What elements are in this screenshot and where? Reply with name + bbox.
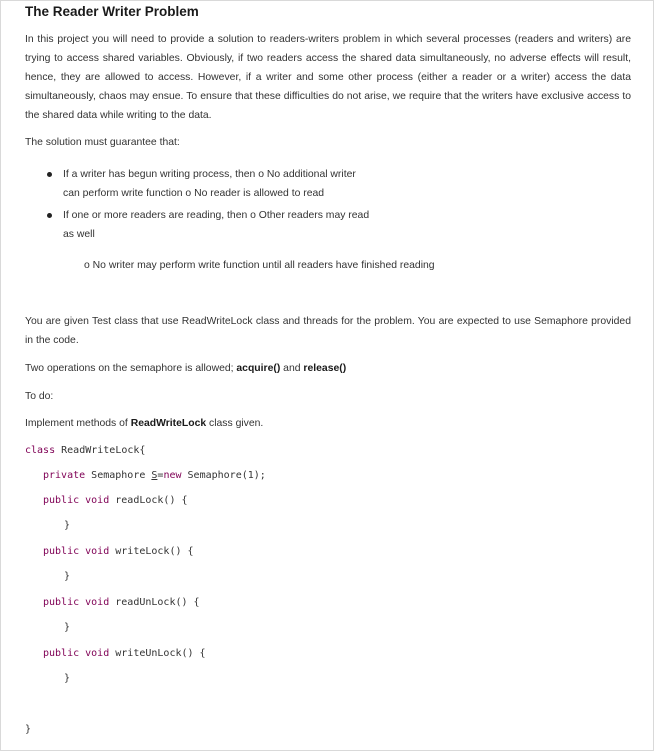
code-class-close-brace: }	[25, 724, 32, 735]
keyword: private	[43, 470, 86, 481]
field-equals: =	[157, 470, 164, 481]
code-close-brace: }	[64, 673, 71, 684]
field-type: Semaphore	[85, 470, 152, 481]
keyword: void	[79, 597, 110, 608]
field-initializer: Semaphore(1);	[181, 470, 266, 481]
method-readlock: readLock() {	[109, 495, 188, 506]
bullet-line: If a writer has begun writing process, then o No additional writer	[63, 169, 356, 180]
bullet-line: as well	[63, 229, 95, 240]
code-close-brace: }	[64, 520, 71, 531]
implement-suffix: class given.	[206, 418, 264, 429]
bullet-line: can perform write function o No reader is allowed to read	[63, 188, 325, 199]
ops-and: and	[280, 363, 304, 374]
code-close-brace: }	[64, 622, 71, 633]
keyword: public	[43, 648, 80, 659]
code-method-line	[43, 647, 206, 661]
implement-prefix: Implement methods of	[25, 418, 131, 429]
acquire-method: acquire()	[236, 363, 281, 374]
code-method-line	[43, 596, 200, 610]
class-name: ReadWriteLock	[130, 418, 207, 429]
page-title: The Reader Writer Problem	[25, 4, 199, 19]
keyword: public	[43, 546, 80, 557]
code-field-line	[43, 469, 266, 483]
field-variable: S	[151, 470, 158, 481]
bullet-dot	[47, 213, 52, 218]
code-class-line	[25, 444, 145, 458]
code-method-line	[43, 494, 188, 508]
bullet-item-2	[63, 206, 393, 244]
operations-text	[25, 359, 631, 378]
method-writelock: writeLock() {	[109, 546, 194, 557]
bullet-line: If one or more readers are reading, then o Other readers may read	[63, 210, 370, 221]
code-close-brace: }	[64, 571, 71, 582]
sub-item: o No writer may perform write function until all readers have finished reading	[84, 260, 435, 271]
method-writeunlock: writeUnLock() {	[109, 648, 206, 659]
bullet-dot	[47, 172, 52, 177]
ops-prefix: Two operations on the semaphore is allowed;	[25, 363, 237, 374]
given-paragraph: You are given Test class that use ReadWriteLock class and threads for the problem. You are expected to use Semaphore provided in the code.	[25, 316, 631, 346]
code-method-line	[43, 545, 194, 559]
keyword: new	[163, 470, 182, 481]
bullet-item-1	[63, 165, 393, 203]
keyword: class	[25, 445, 56, 456]
class-declaration: ReadWriteLock{	[55, 445, 146, 456]
keyword: public	[43, 597, 80, 608]
todo-label: To do:	[25, 391, 54, 402]
method-readunlock: readUnLock() {	[109, 597, 200, 608]
keyword: void	[79, 648, 110, 659]
keyword: public	[43, 495, 80, 506]
guarantee-text: The solution must guarantee that:	[25, 137, 180, 148]
release-method: release()	[303, 363, 347, 374]
implement-text	[25, 414, 631, 433]
intro-paragraph: In this project you will need to provide a solution to readers-writers problem in which several processes (readers and writers) are trying to access shared variables. Obviously, if two readers access the shared data simultaneously, no adverse effects will result, hence, they are allowed to access. However, if a writer and some other process (either a reader or a writer) access the data simultaneously, chaos may ensue. To ensure that these difficulties do not arise, we require that the writers have exclusive access to the shared data while writing to the data.	[25, 34, 631, 121]
keyword: void	[79, 495, 110, 506]
keyword: void	[79, 546, 110, 557]
